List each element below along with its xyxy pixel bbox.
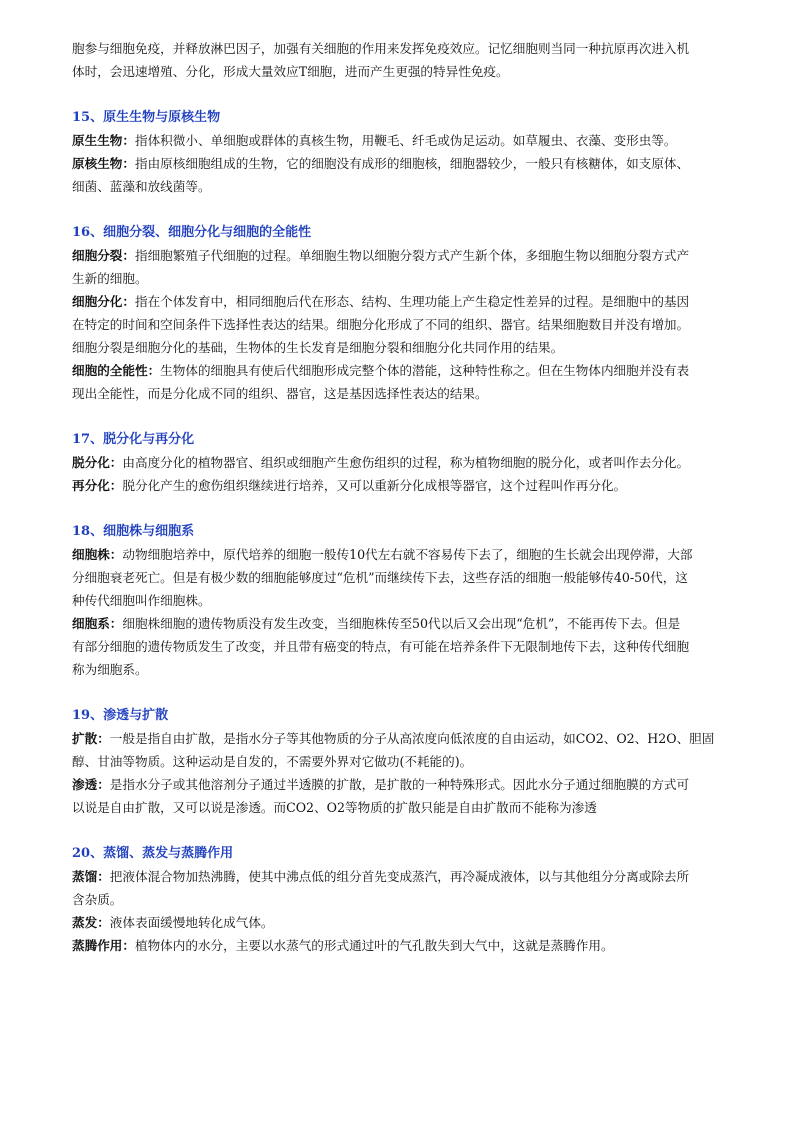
section-18 xyxy=(72,520,728,681)
term-label: 细胞株： xyxy=(72,547,123,562)
text-line xyxy=(72,934,728,957)
term-label: 原核生物： xyxy=(72,156,135,171)
definition-text: 含杂质。 xyxy=(72,892,123,907)
term-label: 蒸馏： xyxy=(72,869,110,884)
section-19 xyxy=(72,704,728,819)
section-heading: 19、渗透与扩散 xyxy=(72,708,169,723)
text-line xyxy=(72,336,728,359)
text-line xyxy=(72,359,728,382)
definition-text: 把液体混合物加热沸腾，使其中沸点低的组分首先变成蒸汽，再冷凝成液体，以与其他组分分离或除去所 xyxy=(109,869,690,884)
text-line xyxy=(72,796,728,819)
term-label: 扩散： xyxy=(72,731,110,746)
definition-text: 由高度分化的植物器官、组织或细胞产生愈伤组织的过程，称为植物细胞的脱分化，或者叫作去分化。 xyxy=(122,455,690,470)
text-line xyxy=(72,888,728,911)
text-line xyxy=(72,451,728,474)
term-label: 脱分化： xyxy=(72,455,123,470)
section-heading: 17、脱分化与再分化 xyxy=(72,432,195,447)
text-line xyxy=(72,612,728,635)
section-heading: 20、蒸馏、蒸发与蒸腾作用 xyxy=(72,846,234,861)
text-line xyxy=(72,474,728,497)
definition-text: 种传代细胞叫作细胞株。 xyxy=(72,593,211,608)
section-16 xyxy=(72,221,728,405)
definition-text: 液体表面缓慢地转化成气体。 xyxy=(109,915,274,930)
term-label: 再分化： xyxy=(72,478,123,493)
definition-text: 细胞株细胞的遗传物质没有发生改变，当细胞株传至50代以后又会出现“危机”，不能再传下去。但是 xyxy=(122,616,681,631)
definition-text: 有部分细胞的遗传物质发生了改变，并且带有癌变的特点，有可能在培养条件下无限制地传下去，这种传代细胞 xyxy=(72,639,690,654)
definition-text: 指在个体发育中，相同细胞后代在形态、结构、生理功能上产生稳定性差异的过程。是细胞中的基因 xyxy=(134,294,690,309)
definition-text: 以说是自由扩散，又可以说是渗透。而CO2、O2等物质的扩散只能是自由扩散而不能称为渗透 xyxy=(72,800,597,815)
text-line xyxy=(72,773,728,796)
text-line xyxy=(72,382,728,405)
text-line xyxy=(72,727,728,750)
intro-paragraph xyxy=(72,37,728,83)
text-line xyxy=(72,589,728,612)
definition-text: 在特定的时间和空间条件下选择性表达的结果。细胞分化形成了不同的组织、器官。结果细胞数目并没有增加。 xyxy=(72,317,690,332)
definition-text: 细菌、蓝藻和放线菌等。 xyxy=(72,179,211,194)
definition-text: 细胞分裂是细胞分化的基础，生物体的生长发育是细胞分裂和细胞分化共同作用的结果。 xyxy=(72,340,564,355)
definition-text: 分细胞衰老死亡。但是有极少数的细胞能够度过“危机”而继续传下去，这些存活的细胞一般能够传40-50代，这 xyxy=(72,570,688,585)
definition-text: 是指水分子或其他溶剂分子通过半透膜的扩散，是扩散的一种特殊形式。因此水分子通过细胞膜的方式可 xyxy=(109,777,690,792)
definition-text: 指由原核细胞组成的生物，它的细胞没有成形的细胞核，细胞器较少，一般只有核糖体，如支原体、 xyxy=(134,156,690,171)
text-line xyxy=(72,267,728,290)
text-line: 胞参与细胞免疫，并释放淋巴因子，加强有关细胞的作用来发挥免疫效应。记忆细胞则当同一种抗原再次进入机 xyxy=(72,41,690,56)
text-line: 体时，会迅速增殖、分化，形成大量效应T细胞，进而产生更强的特异性免疫。 xyxy=(72,64,509,79)
definition-text: 生物体的细胞具有使后代细胞形成完整个体的潜能，这种特性称之。但在生物体内细胞并没有表 xyxy=(160,363,690,378)
text-line xyxy=(72,175,728,198)
definition-text: 称为细胞系。 xyxy=(72,662,148,677)
section-heading: 15、原生生物与原核生物 xyxy=(72,110,221,125)
text-line xyxy=(72,635,728,658)
section-20 xyxy=(72,842,728,957)
term-label: 细胞分裂： xyxy=(72,248,135,263)
text-line xyxy=(72,313,728,336)
text-line xyxy=(72,750,728,773)
sections-container xyxy=(72,106,728,957)
text-line xyxy=(72,290,728,313)
definition-text: 指细胞繁殖子代细胞的过程。单细胞生物以细胞分裂方式产生新个体，多细胞生物以细胞分裂方式产 xyxy=(134,248,690,263)
text-line xyxy=(72,244,728,267)
section-17 xyxy=(72,428,728,497)
definition-text: 生新的细胞。 xyxy=(72,271,148,286)
term-label: 细胞系： xyxy=(72,616,123,631)
definition-text: 醇、甘油等物质。这种运动是自发的，不需要外界对它做功(不耗能的)。 xyxy=(72,754,473,769)
term-label: 渗透： xyxy=(72,777,110,792)
term-label: 原生生物： xyxy=(72,133,135,148)
text-line xyxy=(72,566,728,589)
definition-text: 脱分化产生的愈伤组织继续进行培养，又可以重新分化成根等器官，这个过程叫作再分化。 xyxy=(122,478,627,493)
term-label: 蒸发： xyxy=(72,915,110,930)
text-line xyxy=(72,865,728,888)
text-line xyxy=(72,152,728,175)
section-heading: 18、细胞株与细胞系 xyxy=(72,524,195,539)
term-label: 细胞分化： xyxy=(72,294,135,309)
term-label: 细胞的全能性： xyxy=(72,363,161,378)
section-15 xyxy=(72,106,728,198)
definition-text: 动物细胞培养中，原代培养的细胞一般传10代左右就不容易传下去了，细胞的生长就会出现停滞，大部 xyxy=(122,547,693,562)
text-line xyxy=(72,129,728,152)
definition-text: 植物体内的水分，主要以水蒸气的形式通过叶的气孔散失到大气中，这就是蒸腾作用。 xyxy=(134,938,614,953)
section-heading: 16、细胞分裂、细胞分化与细胞的全能性 xyxy=(72,225,312,240)
definition-text: 现出全能性，而是分化成不同的组织、器官，这是基因选择性表达的结果。 xyxy=(72,386,488,401)
definition-text: 指体积微小、单细胞或群体的真核生物，用鞭毛、纤毛或伪足运动。如草履虫、衣藻、变形虫等。 xyxy=(134,133,677,148)
text-line xyxy=(72,543,728,566)
term-label: 蒸腾作用： xyxy=(72,938,135,953)
text-line xyxy=(72,911,728,934)
definition-text: 一般是指自由扩散，是指水分子等其他物质的分子从高浓度向低浓度的自由运动，如CO2、O2、H2O、胆固 xyxy=(109,731,715,746)
text-line xyxy=(72,658,728,681)
